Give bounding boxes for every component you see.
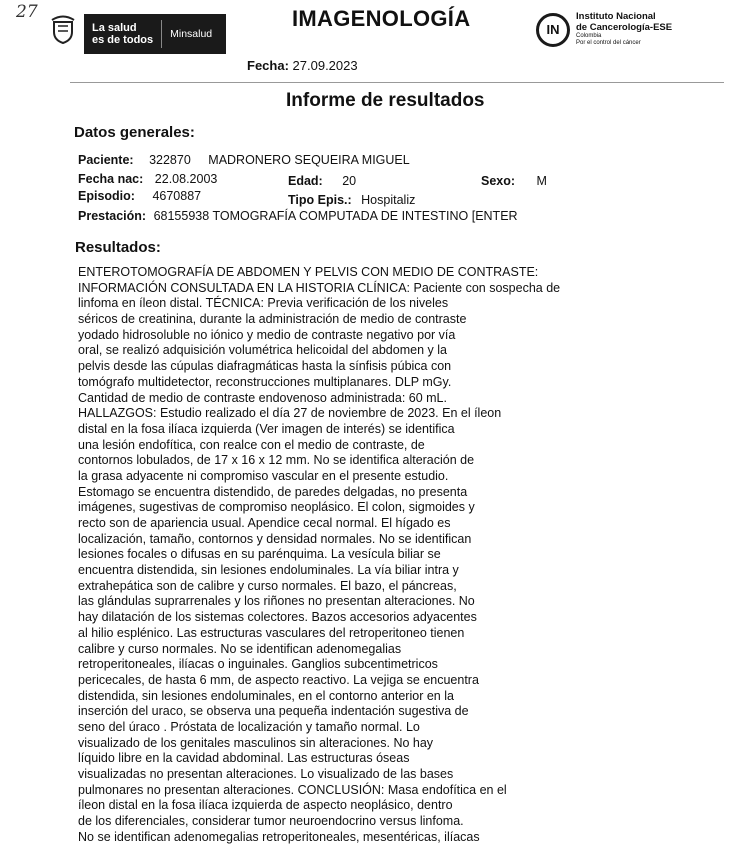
results-line: distendida, sin lesiones endoluminales, en el contorno anterior en la — [78, 688, 454, 703]
results-line: al hilio esplénico. Las estructuras vasculares del retroperitoneo tienen — [78, 625, 465, 640]
logo-line-1: La salud — [92, 22, 137, 34]
birth-label: Fecha nac: — [78, 172, 144, 186]
sex-value: M — [536, 174, 547, 188]
results-line: linfoma en íleon distal. TÉCNICA: Previa verificación de los niveles — [78, 296, 449, 311]
date-label: Fecha: — [247, 58, 289, 73]
results-line: extrahepática son de calibre y curso normales. El bazo, el páncreas, — [78, 578, 457, 593]
service-value: 68155938 TOMOGRAFÍA COMPUTADA DE INTESTINO [ENTER — [153, 209, 518, 223]
institute-emblem-icon: IN — [536, 13, 570, 47]
report-date — [247, 58, 358, 73]
results-line: visualizadas no presentan alteraciones. Lo visualizado de las bases — [78, 767, 454, 781]
episode-label: Episodio: — [78, 189, 135, 203]
results-line: pulmonares no presentan alteraciones. CONCLUSIÓN: Masa endofítica en el — [78, 782, 507, 797]
episode-type-row — [288, 193, 415, 207]
logo-line-2: es de todos — [92, 34, 154, 46]
results-heading: Resultados: — [75, 239, 161, 256]
patient-row — [78, 153, 410, 167]
results-line: seno del úraco . Próstata de localización y tamaño normal. Lo — [78, 719, 420, 734]
institute-country: Colombia — [576, 33, 602, 39]
results-line: calibre y curso normales. No se identifican adenomegalias — [78, 641, 402, 656]
header-divider — [70, 82, 724, 83]
coat-of-arms-icon — [50, 14, 76, 44]
minsalud-logo — [84, 14, 226, 54]
results-line: contornos lobulados, de 17 x 16 x 12 mm. No se identifica alteración de — [78, 453, 475, 468]
episode-type-value: Hospitaliz — [361, 193, 416, 207]
results-line: líquido libre en la cavidad abdominal. Las estructuras óseas — [78, 751, 410, 766]
episode-type-label: Tipo Epis.: — [288, 193, 352, 207]
handwritten-page-number: 27 — [16, 2, 38, 22]
birth-date-row — [78, 172, 217, 186]
patient-label: Paciente: — [78, 153, 134, 167]
results-line: yodado hidrosoluble no iónico y medio de contraste negativo por vía — [78, 327, 456, 342]
ministry-name: Minsalud — [170, 28, 213, 40]
results-line: séricos de creatinina, durante la administración de medio de contraste — [78, 312, 467, 327]
results-line: visualizado de los genitales masculinos sin alteraciones. No hay — [78, 735, 434, 750]
results-line: hay dilatación de los sistemas colectores. Bazos accesorios adyacentes — [78, 610, 477, 625]
results-line: localización, tamaño, contornos y densidad normales. No se identifican — [78, 531, 472, 546]
results-line: recto son de apariencia usual. Apendice cecal normal. El hígado es — [78, 516, 451, 530]
patient-id: 322870 — [149, 153, 191, 167]
age-row — [288, 174, 356, 188]
results-line: No se identifican adenomegalias retroperitoneales, mesentéricas, ilíacas — [78, 829, 480, 844]
report-title: Informe de resultados — [286, 90, 485, 111]
department-title: IMAGENOLOGÍA — [292, 6, 471, 31]
date-value: 27.09.2023 — [292, 58, 358, 73]
general-data-heading: Datos generales: — [74, 124, 195, 141]
results-line: de los diferenciales, considerar tumor neuroendocrino versus linfoma. — [78, 814, 464, 829]
episode-row — [78, 189, 201, 203]
results-line: encuentra distendida, sin lesiones endoluminales. La vía biliar intra y — [78, 563, 459, 578]
patient-name: MADRONERO SEQUEIRA MIGUEL — [208, 153, 410, 167]
service-row — [78, 209, 518, 223]
results-line: pelvis desde las cúpulas diafragmáticas hasta la sínfisis púbica con — [78, 359, 452, 374]
results-body — [78, 265, 578, 845]
birth-value: 22.08.2003 — [154, 172, 218, 186]
institute-tagline: Por el control del cáncer — [576, 40, 641, 46]
results-line: HALLAZGOS: Estudio realizado el día 27 de noviembre de 2023. En el íleon — [78, 406, 502, 421]
results-line: Cantidad de medio de contraste endovenoso administrada: 60 mL. — [78, 390, 447, 405]
results-line: tomógrafo multidetector, reconstrucciones multiplanares. DLP mGy. — [78, 374, 452, 389]
results-line: distal en la fosa ilíaca izquierda (Ver imagen de interés) se identifica — [78, 421, 455, 436]
age-label: Edad: — [288, 174, 323, 188]
results-line: Estomago se encuentra distendido, de paredes delgadas, no presenta — [78, 484, 468, 499]
results-line: una lesión endofítica, con realce con el medio de contraste, de — [78, 437, 425, 452]
results-line: lesiones focales o difusas en su parénquima. La vesícula biliar se — [78, 547, 441, 562]
institute-logo — [536, 12, 672, 47]
results-line: INFORMACIÓN CONSULTADA EN LA HISTORIA CLÍNICA: Paciente con sospecha de — [78, 280, 561, 295]
episode-value: 4670887 — [152, 189, 202, 203]
results-line: imágenes, sugestivas de compromiso neoplásico. El colon, sigmoides y — [78, 500, 475, 515]
age-value: 20 — [342, 174, 357, 188]
service-label: Prestación: — [78, 209, 147, 223]
results-line: pericecales, de hasta 6 mm, de aspecto reactivo. La vejiga se encuentra — [78, 672, 479, 687]
results-line: retroperitoneales, ilíacas o inguinales. Ganglios subcentimetricos — [78, 657, 438, 672]
sex-label: Sexo: — [481, 174, 516, 188]
results-line: íleon distal en la fosa ilíaca izquierda de aspecto neoplásico, dentro — [78, 798, 453, 813]
results-line: inserción del uraco, se observa una pequeña indentación sugestiva de — [78, 704, 469, 719]
results-line: la grasa adyacente ni compromiso vascular en el presente estudio. — [78, 468, 449, 483]
institute-name-1: Instituto Nacional — [576, 11, 656, 22]
results-line: oral, se realizó adquisición volumétrica helicoidal del abdomen y la — [78, 343, 447, 358]
sex-row — [481, 174, 547, 188]
institute-name-2: de Cancerología-ESE — [576, 21, 673, 33]
results-line: ENTEROTOMOGRAFÍA DE ABDOMEN Y PELVIS CON MEDIO DE CONTRASTE: — [78, 265, 539, 279]
results-line: las glándulas suprarrenales y los riñones no presentan alteraciones. No — [78, 594, 475, 609]
